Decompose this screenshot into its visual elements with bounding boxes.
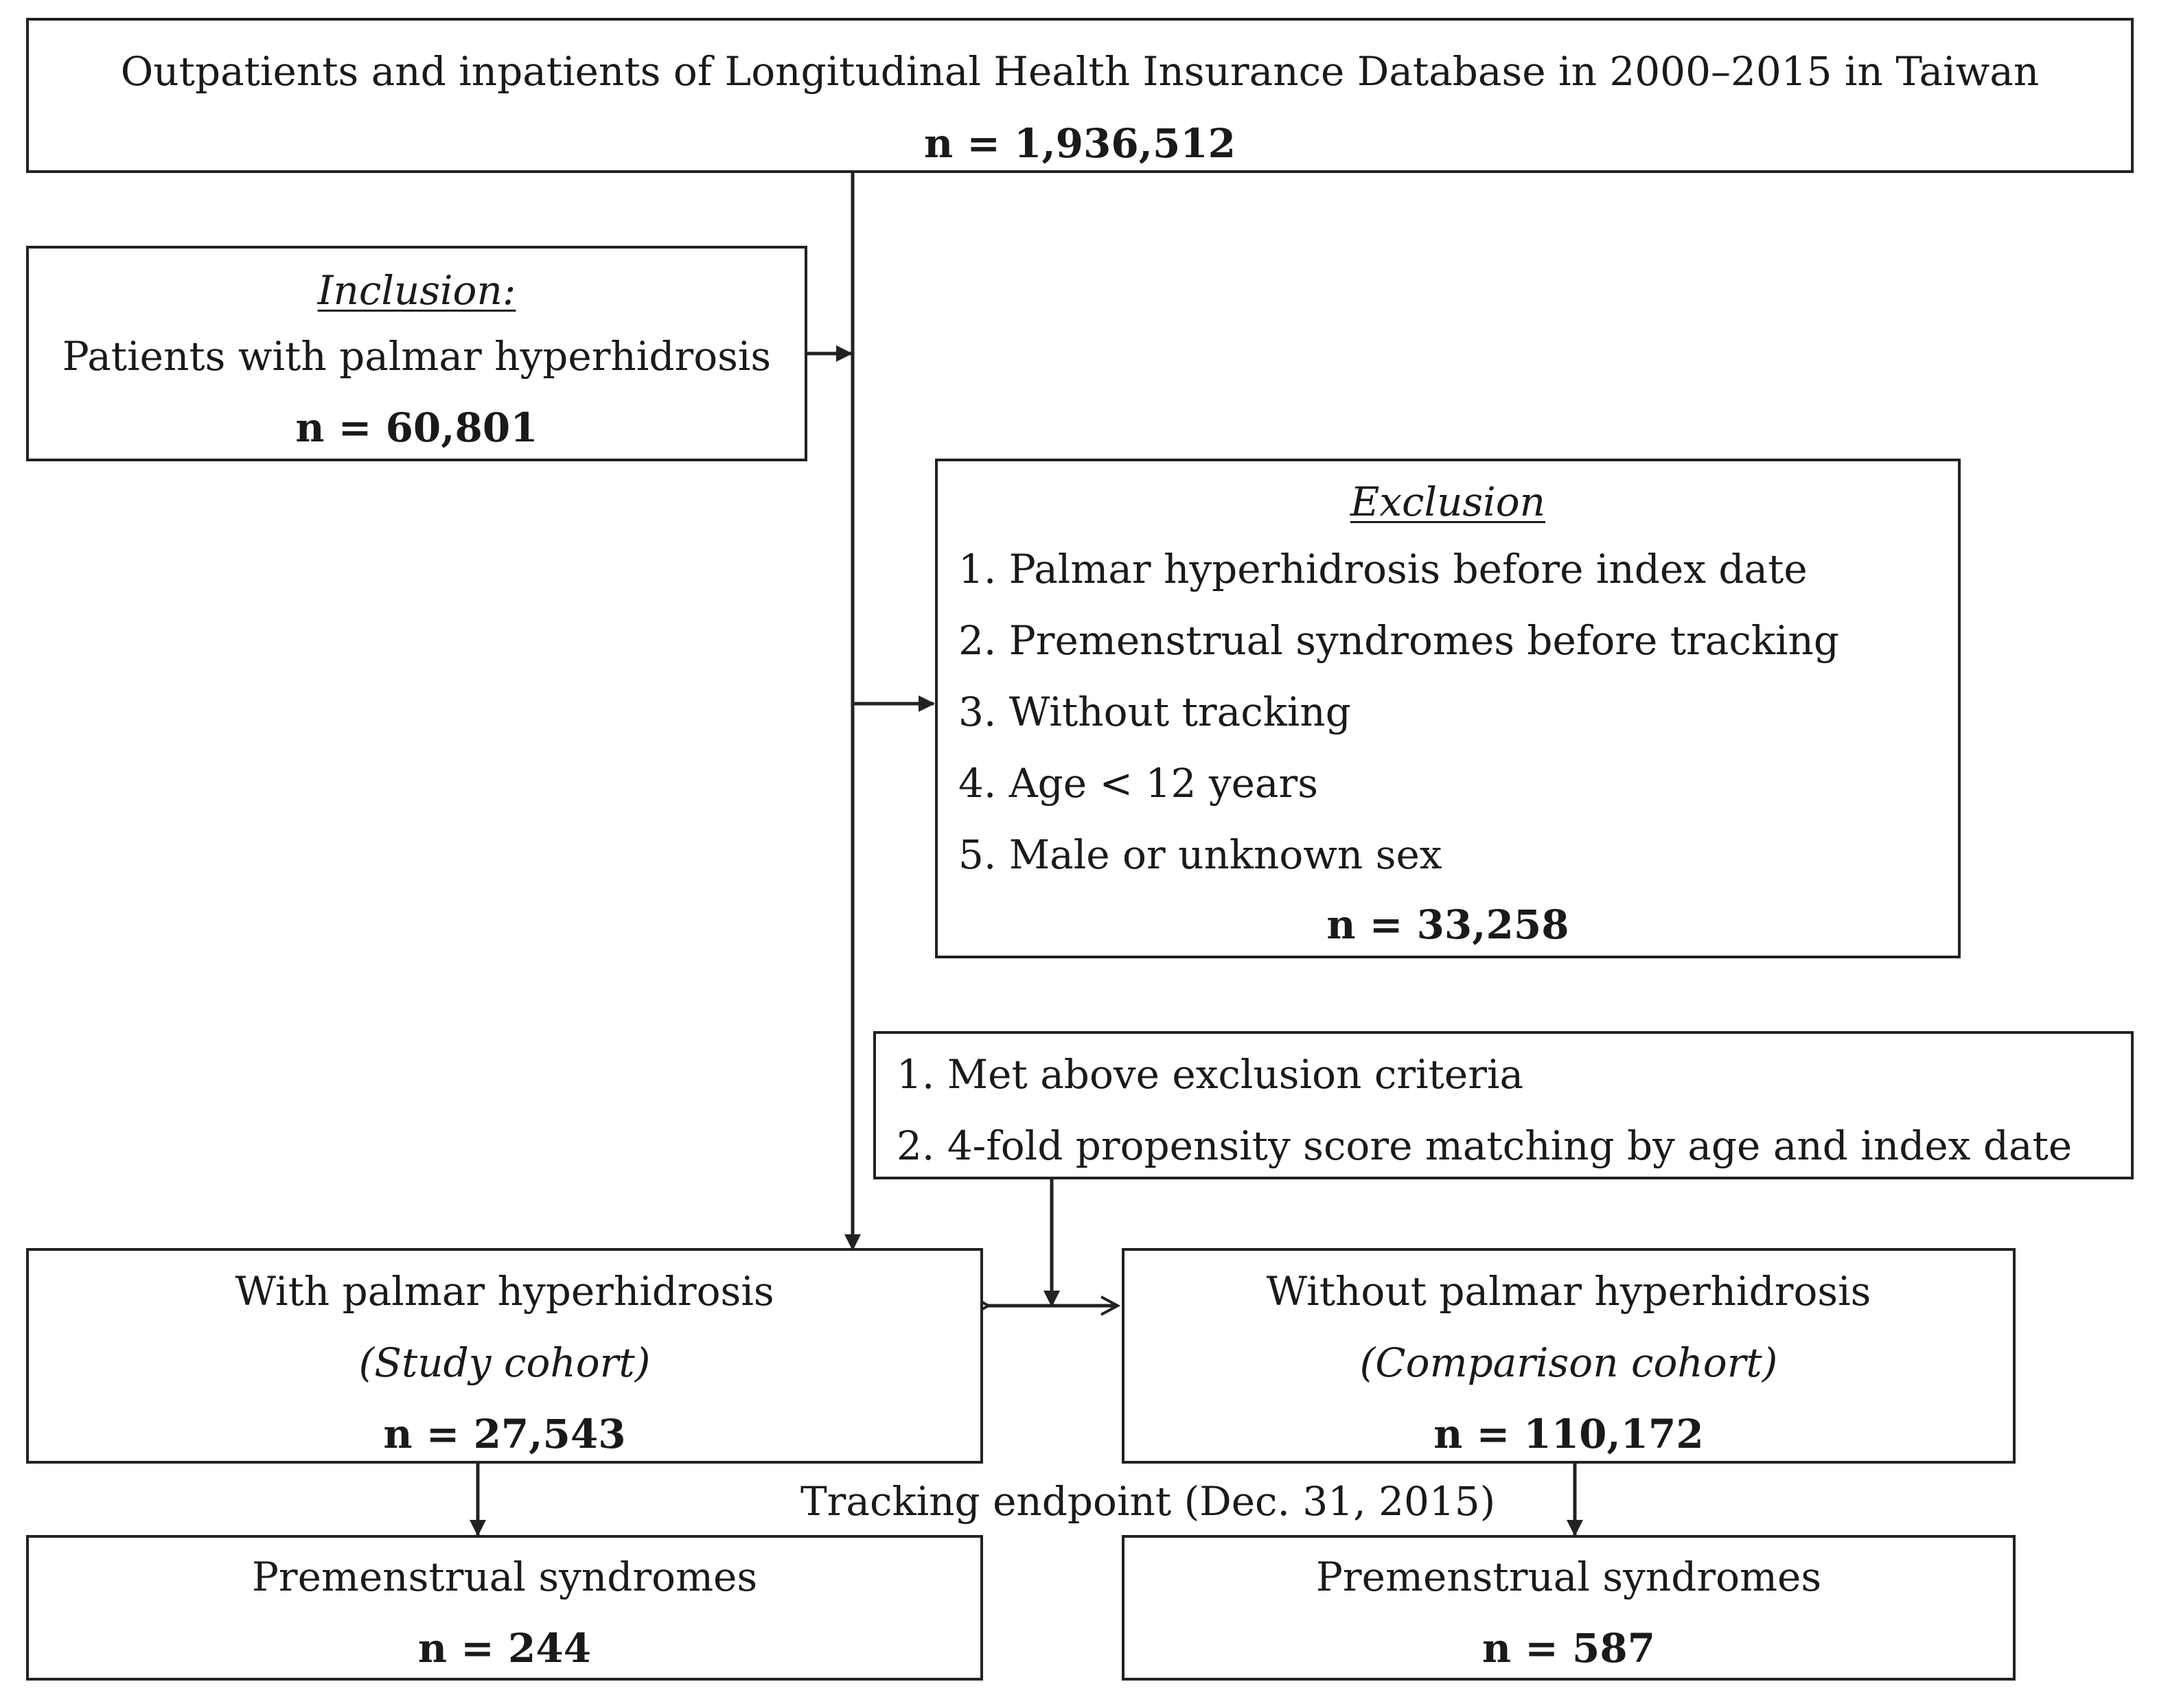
- exclusion-item: 3. Without tracking: [958, 689, 1351, 735]
- comparison-cohort-box: [1122, 1248, 2016, 1464]
- exclusion-count: n = 33,258: [1326, 901, 1569, 948]
- exclusion-item: 1. Palmar hyperhidrosis before index date: [958, 546, 1808, 592]
- tracking-endpoint-label: Tracking endpoint (Dec. 31, 2015): [800, 1478, 1496, 1525]
- comparison-cohort-subtitle: (Comparison cohort): [1359, 1339, 1778, 1386]
- comparison-outcome-box: [1122, 1535, 2016, 1681]
- source-population-count: n = 1,936,512: [923, 120, 1236, 167]
- study-cohort-title: With palmar hyperhidrosis: [235, 1268, 774, 1315]
- inclusion-count: n = 60,801: [295, 404, 538, 451]
- exclusion-item: 2. Premenstrual syndromes before tracking: [958, 617, 1840, 664]
- comparison-cohort-count: n = 110,172: [1433, 1411, 1704, 1457]
- exclusion-item: 5. Male or unknown sex: [958, 831, 1442, 878]
- inclusion-heading: Inclusion:: [317, 267, 516, 314]
- study-cohort-count: n = 27,543: [383, 1411, 626, 1457]
- exclusion-box: [935, 459, 1961, 958]
- study-cohort-box: [26, 1248, 983, 1464]
- matching-criteria-box: [873, 1031, 2134, 1179]
- source-population-title: Outpatients and inpatients of Longitudinal Health Insurance Database in 2000–2015 in Taiwan: [120, 48, 2040, 95]
- comparison-outcome-title: Premenstrual syndromes: [1315, 1554, 1822, 1600]
- matching-item: 1. Met above exclusion criteria: [897, 1051, 1524, 1098]
- exclusion-item: 4. Age < 12 years: [958, 760, 1318, 807]
- study-outcome-title: Premenstrual syndromes: [251, 1554, 758, 1600]
- inclusion-text: Patients with palmar hyperhidrosis: [62, 333, 772, 380]
- exclusion-heading: Exclusion: [1350, 478, 1546, 525]
- comparison-outcome-count: n = 587: [1481, 1625, 1656, 1672]
- matching-item: 2. 4-fold propensity score matching by age and index date: [897, 1122, 2073, 1169]
- study-cohort-subtitle: (Study cohort): [358, 1339, 651, 1386]
- study-outcome-box: [26, 1535, 983, 1681]
- source-population-box: [26, 18, 2134, 173]
- inclusion-box: [26, 246, 807, 461]
- comparison-cohort-title: Without palmar hyperhidrosis: [1266, 1268, 1871, 1315]
- study-outcome-count: n = 244: [417, 1625, 592, 1672]
